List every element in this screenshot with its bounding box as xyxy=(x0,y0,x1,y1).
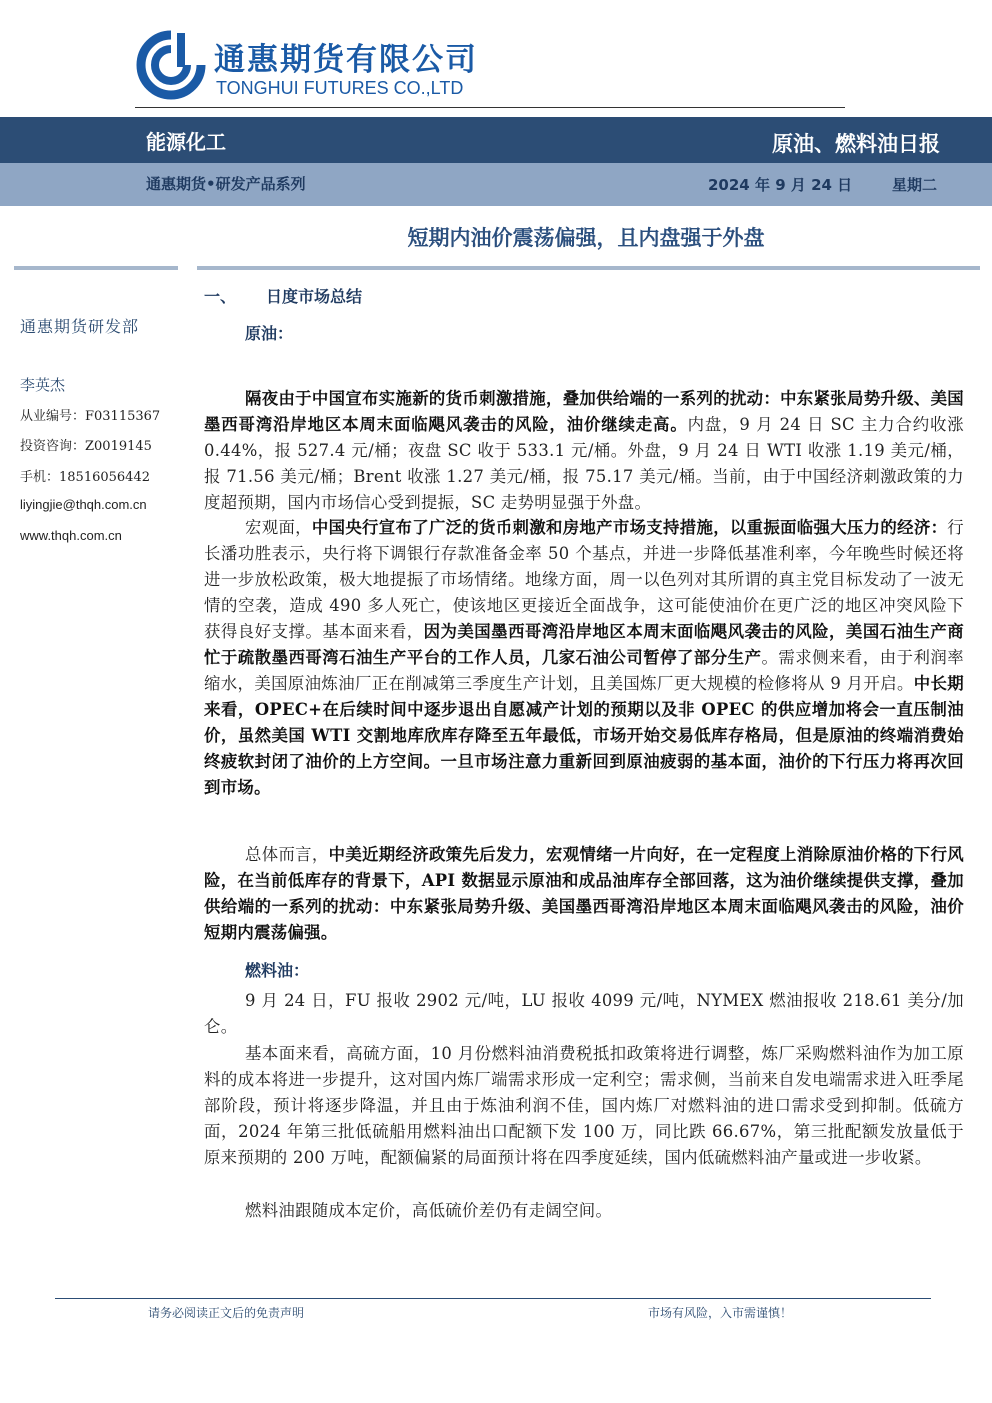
risk-warning: 市场有风险，入市需谨慎！ xyxy=(648,1306,793,1320)
report-headline: 短期内油价震荡偏强，且内盘强于外盘 xyxy=(407,226,765,250)
crude-paragraph-3 xyxy=(204,842,964,946)
bold-text-run: 隔夜由于中国宣布实施新的货币刺激措施，叠加供给端的一系列的扰动：中东紧张局势升级、美国墨西哥湾沿岸地区本周末面临飓风袭击的风险，油价继续走高。 xyxy=(204,389,964,434)
report-category: 能源化工 xyxy=(146,130,226,154)
bold-text-run: 因为美国墨西哥湾沿岸地区本周末面临飓风袭击的风险，美国石油生产商忙于疏散墨西哥湾石油生产平台的工作人员，几家石油公司暂停了部分生产 xyxy=(204,622,964,667)
fuel-paragraph-2: 基本面来看，高硫方面，10 月份燃料油消费税抵扣政策将进行调整，炼厂采购燃料油作为加工原料的成本将进一步提升，这对国内炼厂端需求形成一定利空；需求侧，当前来自发电端需求进入旺季尾部阶段，预计将逐步降温，并且由于炼油利润不佳，国内炼厂对燃料油的进口需求受到抑制。低硫方面，2024 年第三批低硫船用燃料油出口配额下发 100 万，同比跌 66.67%，第三批配额发放量低于原来预期的 200 万吨，配额偏紧的局面预计将在四季度延续，国内低硫燃料油产量或进一步收紧。 xyxy=(204,1044,964,1167)
analyst-advisory-id: 投资咨询：Z0019145 xyxy=(20,439,152,454)
text-run: 。需求侧来看，由于利润率缩水，美国原油炼油厂正在削减第三季度生产计划，且美国炼厂更大规模的检修将从 9 月开启。 xyxy=(204,648,964,693)
content-rule xyxy=(197,266,980,270)
company-name-en: TONGHUI FUTURES CO.,LTD xyxy=(216,78,464,98)
bold-text-run: 中国央行宣布了广泛的货币刺激和房地产市场支持措施，以重振面临强大压力的经济： xyxy=(311,518,948,537)
disclaimer-note: 请务必阅读正文后的免责声明 xyxy=(148,1306,305,1320)
company-name-cn: 通惠期货有限公司 xyxy=(214,42,478,78)
company-logo-icon xyxy=(135,29,207,101)
report-type: 原油、燃料油日报 xyxy=(772,132,940,156)
research-dept: 通惠期货研发部 xyxy=(20,317,140,336)
crude-paragraph-2 xyxy=(204,515,964,801)
crude-oil-subheading: 原油： xyxy=(245,324,294,343)
fuel-oil-subheading: 燃料油： xyxy=(245,961,310,980)
fuel-paragraph-3: 燃料油跟随成本定价，高低硫价差仍有走阔空间。 xyxy=(245,1201,613,1220)
text-run: 行长潘功胜表示，央行将下调银行存款准备金率 50 个基点，并进一步降低基准利率，今年晚些时候还将进一步放松政策，极大地提振了市场情绪。地缘方面，周一以色列对其所谓的真主党目标发动了一波无情的空袭，造成 490 多人死亡，使该地区更接近全面战争，这可能使油价在更广泛的地区冲突风险下获得良好支撑。基本面来看， xyxy=(204,518,964,641)
crude-paragraph-1 xyxy=(204,386,964,516)
fuel-paragraph-1: 9 月 24 日，FU 报收 2902 元/吨，LU 报收 4099 元/吨，NYMEX 燃油报收 218.61 美分/加仑。 xyxy=(204,991,964,1036)
bold-text-run: 中美近期经济政策先后发力，宏观情绪一片向好，在一定程度上消除原油价格的下行风险，在当前低库存的背景下，API 数据显示原油和成品油库存全部回落，这为油价继续提供支撑，叠加供给端的一系列的扰动：中东紧张局势升级、美国墨西哥湾沿岸地区本周末面临飓风袭击的风险，油价短期内震荡偏强。 xyxy=(204,845,964,942)
analyst-email: liyingjie@thqh.com.cn xyxy=(20,497,147,512)
report-date: 2024 年 9 月 24 日 xyxy=(708,176,853,194)
footer-divider xyxy=(55,1298,931,1299)
text-run: 总体而言， xyxy=(245,845,329,864)
analyst-license: 从业编号：F03115367 xyxy=(20,409,161,424)
analyst-name: 李英杰 xyxy=(20,376,66,394)
analyst-phone: 手机：18516056442 xyxy=(20,470,150,485)
text-run: 宏观面， xyxy=(245,518,312,537)
section-title: 日度市场总结 xyxy=(266,287,363,306)
text-run: 内盘，9 月 24 日 SC 主力合约收涨 0.44%，报 527.4 元/桶；夜盘 SC 收于 533.1 元/桶。外盘，9 月 24 日 WTI 收涨 1.19 美元/桶，报 71.56 美元/桶；Brent 收涨 1.27 美元/桶，报 75.17 美元/桶。当前，由于中国经济刺激政策的力度超预期，国内市场信心受到提振，SC 走势明显强于外盘。 xyxy=(204,415,964,512)
product-series: 通惠期货•研发产品系列 xyxy=(146,175,306,193)
section-number: 一、 xyxy=(204,287,237,306)
logo-divider xyxy=(135,107,845,108)
bold-text-run: 中长期来看，OPEC+在后续时间中逐步退出自愿减产计划的预期以及非 OPEC 的供应增加将会一直压制油价，虽然美国 WTI 交割地库欣库存降至五年最低，市场开始交易低库存格局，但是原油的终端消费始终疲软封闭了油价的上方空间。一旦市场注意力重新回到原油疲弱的基本面，油价的下行压力将再次回到市场。 xyxy=(204,674,964,797)
company-website: www.thqh.com.cn xyxy=(20,528,122,543)
report-weekday: 星期二 xyxy=(892,176,938,194)
section-heading xyxy=(204,284,362,307)
sidebar-rule xyxy=(14,266,178,270)
